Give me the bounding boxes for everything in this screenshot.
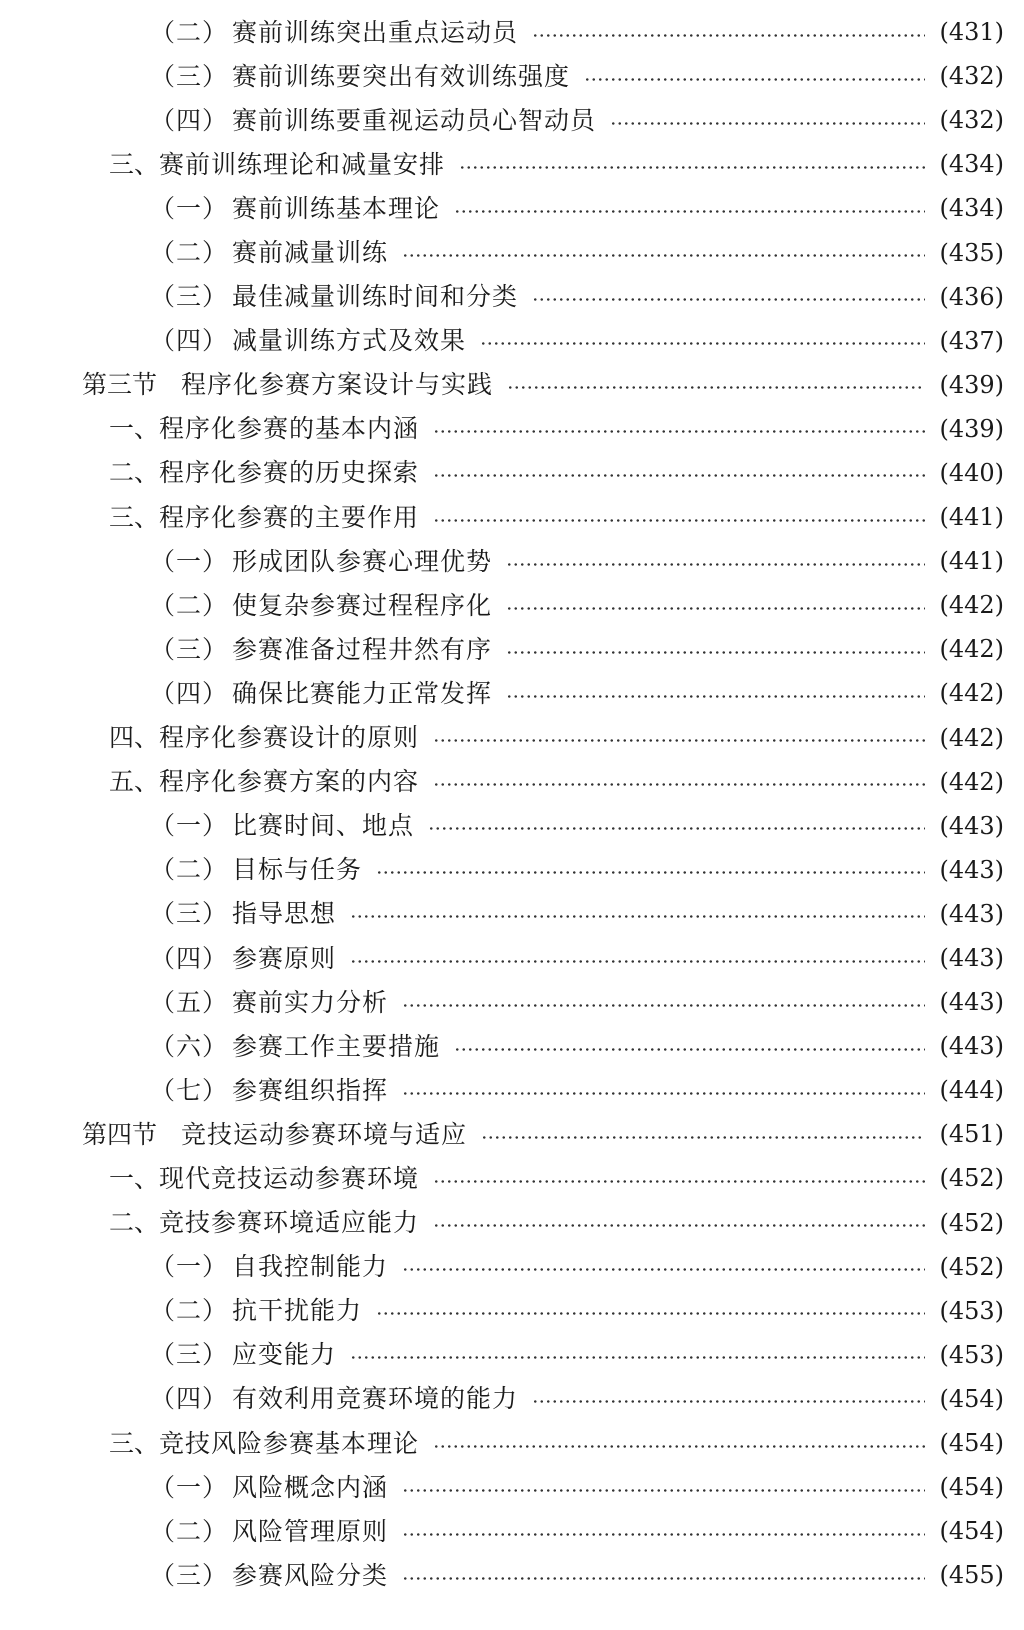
dot-leader xyxy=(481,1136,925,1139)
toc-entry-page-number: (454) xyxy=(939,1517,1004,1546)
dot-leader xyxy=(507,386,925,389)
toc-entry-number: 四、 xyxy=(109,723,160,753)
toc-entry xyxy=(0,363,1024,407)
dot-leader xyxy=(376,1312,925,1315)
dot-leader xyxy=(402,1268,925,1271)
dot-leader xyxy=(350,1356,925,1359)
toc-entry-page-number: (455) xyxy=(939,1561,1004,1590)
toc-entry-page-number: (436) xyxy=(939,282,1004,311)
toc-entry-page-number: (442) xyxy=(939,679,1004,708)
toc-entry-title: 自我控制能力 xyxy=(232,1252,389,1282)
toc-entry-number: （四） xyxy=(150,326,229,356)
toc-entry-page-number: (443) xyxy=(939,811,1004,840)
toc-entry-page-number: (441) xyxy=(939,547,1004,576)
toc-entry-title: 风险管理原则 xyxy=(232,1516,389,1546)
toc-entry-page-number: (431) xyxy=(939,18,1004,47)
dot-leader xyxy=(532,34,925,37)
toc-entry-title: 形成团队参赛心理优势 xyxy=(232,546,493,576)
toc-entry-title: 竞技参赛环境适应能力 xyxy=(159,1208,420,1238)
toc-entry-title: 赛前训练要突出有效训练强度 xyxy=(232,61,571,91)
toc-entry-title: 使复杂参赛过程程序化 xyxy=(232,590,493,620)
toc-entry-title: 比赛时间、地点 xyxy=(232,811,415,841)
toc-entry-page-number: (439) xyxy=(939,414,1004,443)
toc-entry-title: 赛前实力分析 xyxy=(232,987,389,1017)
toc-entry-page-number: (432) xyxy=(939,106,1004,135)
toc-entry-title: 最佳减量训练时间和分类 xyxy=(232,282,519,312)
toc-entry-number: （四） xyxy=(150,1384,229,1414)
dot-leader xyxy=(350,960,925,963)
toc-entry-page-number: (434) xyxy=(939,194,1004,223)
dot-leader xyxy=(402,1004,925,1007)
toc-entry-number: （三） xyxy=(150,634,229,664)
toc-entry-title: 有效利用竞赛环境的能力 xyxy=(232,1384,519,1414)
toc-entry xyxy=(0,539,1024,583)
toc-entry xyxy=(0,1068,1024,1112)
toc-entry xyxy=(0,1333,1024,1377)
dot-leader xyxy=(506,607,925,610)
dot-leader xyxy=(402,1092,925,1095)
toc-entry xyxy=(0,98,1024,142)
toc-entry-number: （一） xyxy=(150,546,229,576)
toc-entry-title: 赛前训练要重视运动员心智动员 xyxy=(232,105,597,135)
dot-leader xyxy=(433,430,925,433)
toc-entry xyxy=(0,230,1024,274)
toc-entry-number: （二） xyxy=(150,855,229,885)
toc-entry-page-number: (453) xyxy=(939,1340,1004,1369)
toc-entry xyxy=(0,1289,1024,1333)
dot-leader xyxy=(433,519,925,522)
toc-entry-number: 第三节 xyxy=(82,370,158,400)
toc-entry xyxy=(0,583,1024,627)
toc-entry-title: 抗干扰能力 xyxy=(232,1296,363,1326)
toc-entry-page-number: (454) xyxy=(939,1429,1004,1458)
toc-entry-page-number: (434) xyxy=(939,150,1004,179)
dot-leader xyxy=(433,1445,925,1448)
toc-entry-title: 程序化参赛的主要作用 xyxy=(159,502,420,532)
toc-entry xyxy=(0,1201,1024,1245)
dot-leader xyxy=(402,1489,925,1492)
toc-entry xyxy=(0,980,1024,1024)
dot-leader xyxy=(480,342,925,345)
toc-entry-number: （七） xyxy=(150,1075,229,1105)
toc-entry-page-number: (454) xyxy=(939,1384,1004,1413)
dot-leader xyxy=(350,915,925,918)
dot-leader xyxy=(454,210,925,213)
dot-leader xyxy=(506,563,925,566)
dot-leader xyxy=(433,474,925,477)
toc-entry-number: （一） xyxy=(150,193,229,223)
toc-entry xyxy=(0,1245,1024,1289)
toc-entry-number: 三、 xyxy=(109,502,160,532)
toc-entry-title: 风险概念内涵 xyxy=(232,1472,389,1502)
toc-entry-title: 程序化参赛方案的内容 xyxy=(159,767,420,797)
toc-entry xyxy=(0,1465,1024,1509)
toc-entry-title: 减量训练方式及效果 xyxy=(232,326,467,356)
toc-entry-page-number: (440) xyxy=(939,458,1004,487)
toc-entry xyxy=(0,451,1024,495)
toc-entry-title: 参赛工作主要措施 xyxy=(232,1031,441,1061)
toc-entry-number: 三、 xyxy=(109,149,160,179)
toc-entry xyxy=(0,1112,1024,1156)
toc-entry xyxy=(0,186,1024,230)
dot-leader xyxy=(433,1180,925,1183)
toc-entry-page-number: (442) xyxy=(939,723,1004,752)
table-of-contents xyxy=(0,10,1024,1597)
dot-leader xyxy=(506,651,925,654)
toc-entry xyxy=(0,804,1024,848)
toc-entry-number: 一、 xyxy=(109,1163,160,1193)
toc-entry-title: 参赛原则 xyxy=(232,943,337,973)
toc-entry-title: 现代竞技运动参赛环境 xyxy=(159,1163,420,1193)
toc-entry-title: 应变能力 xyxy=(232,1340,337,1370)
toc-entry xyxy=(0,1509,1024,1553)
dot-leader xyxy=(454,1048,925,1051)
toc-entry-number: （三） xyxy=(150,61,229,91)
dot-leader xyxy=(402,1577,925,1580)
toc-entry-number: （四） xyxy=(150,943,229,973)
toc-entry-title: 指导思想 xyxy=(232,899,337,929)
toc-entry-title: 竞技运动参赛环境与适应 xyxy=(181,1119,468,1149)
toc-entry-title: 程序化参赛的历史探索 xyxy=(159,458,420,488)
toc-entry-title: 赛前训练理论和减量安排 xyxy=(159,149,446,179)
toc-entry xyxy=(0,892,1024,936)
dot-leader xyxy=(532,1400,925,1403)
toc-entry-number: （四） xyxy=(150,105,229,135)
dot-leader xyxy=(506,695,925,698)
toc-entry-page-number: (454) xyxy=(939,1473,1004,1502)
toc-entry-title: 程序化参赛的基本内涵 xyxy=(159,414,420,444)
toc-entry-title: 赛前训练基本理论 xyxy=(232,193,441,223)
toc-entry-title: 程序化参赛方案设计与实践 xyxy=(181,370,494,400)
toc-entry xyxy=(0,760,1024,804)
toc-entry-page-number: (452) xyxy=(939,1252,1004,1281)
toc-entry-number: （二） xyxy=(150,238,229,268)
toc-entry-page-number: (443) xyxy=(939,855,1004,884)
toc-entry-number: （二） xyxy=(150,17,229,47)
toc-entry-number: （四） xyxy=(150,678,229,708)
toc-entry xyxy=(0,54,1024,98)
toc-entry-title: 竞技风险参赛基本理论 xyxy=(159,1428,420,1458)
toc-entry-title: 程序化参赛设计的原则 xyxy=(159,723,420,753)
toc-entry xyxy=(0,495,1024,539)
toc-entry-title: 赛前训练突出重点运动员 xyxy=(232,17,519,47)
dot-leader xyxy=(532,298,925,301)
toc-entry xyxy=(0,142,1024,186)
toc-entry-number: （一） xyxy=(150,811,229,841)
toc-entry-page-number: (443) xyxy=(939,988,1004,1017)
toc-entry-title: 确保比赛能力正常发挥 xyxy=(232,678,493,708)
toc-entry-number: （一） xyxy=(150,1472,229,1502)
toc-entry-number: （三） xyxy=(150,1340,229,1370)
toc-entry xyxy=(0,1377,1024,1421)
toc-entry-number: （三） xyxy=(150,899,229,929)
toc-entry xyxy=(0,319,1024,363)
dot-leader xyxy=(610,122,925,125)
dot-leader xyxy=(376,871,925,874)
toc-entry xyxy=(0,1156,1024,1200)
toc-entry-number: （一） xyxy=(150,1252,229,1282)
toc-entry-page-number: (452) xyxy=(939,1164,1004,1193)
toc-entry xyxy=(0,10,1024,54)
toc-entry xyxy=(0,407,1024,451)
toc-entry-number: （五） xyxy=(150,987,229,1017)
toc-entry-number: 五、 xyxy=(109,767,160,797)
toc-entry-title: 赛前减量训练 xyxy=(232,238,389,268)
dot-leader xyxy=(433,783,925,786)
toc-entry-number: （二） xyxy=(150,590,229,620)
dot-leader xyxy=(428,827,925,830)
toc-entry-page-number: (443) xyxy=(939,1032,1004,1061)
toc-entry xyxy=(0,1421,1024,1465)
toc-entry-page-number: (432) xyxy=(939,62,1004,91)
toc-entry-page-number: (443) xyxy=(939,944,1004,973)
dot-leader xyxy=(433,1224,925,1227)
toc-entry-title: 参赛风险分类 xyxy=(232,1560,389,1590)
toc-entry-page-number: (452) xyxy=(939,1208,1004,1237)
toc-entry-page-number: (439) xyxy=(939,370,1004,399)
toc-entry xyxy=(0,275,1024,319)
toc-entry-page-number: (435) xyxy=(939,238,1004,267)
dot-leader xyxy=(584,78,925,81)
toc-entry-page-number: (442) xyxy=(939,635,1004,664)
toc-entry-title: 参赛准备过程井然有序 xyxy=(232,634,493,664)
toc-entry-number: （六） xyxy=(150,1031,229,1061)
toc-entry xyxy=(0,848,1024,892)
toc-entry-number: （三） xyxy=(150,282,229,312)
dot-leader xyxy=(402,1533,925,1536)
toc-entry-page-number: (437) xyxy=(939,326,1004,355)
toc-entry xyxy=(0,671,1024,715)
toc-entry xyxy=(0,1553,1024,1597)
toc-entry-page-number: (442) xyxy=(939,591,1004,620)
toc-entry-title: 参赛组织指挥 xyxy=(232,1075,389,1105)
toc-entry-number: 二、 xyxy=(109,458,160,488)
toc-entry-page-number: (444) xyxy=(939,1076,1004,1105)
toc-entry-title: 目标与任务 xyxy=(232,855,363,885)
toc-entry-number: 第四节 xyxy=(82,1119,158,1149)
toc-entry xyxy=(0,627,1024,671)
toc-entry-number: （三） xyxy=(150,1560,229,1590)
toc-entry-page-number: (451) xyxy=(939,1120,1004,1149)
dot-leader xyxy=(433,739,925,742)
toc-entry-page-number: (441) xyxy=(939,503,1004,532)
dot-leader xyxy=(459,166,925,169)
toc-entry-number: 二、 xyxy=(109,1208,160,1238)
toc-entry xyxy=(0,936,1024,980)
toc-entry-number: 一、 xyxy=(109,414,160,444)
toc-entry-number: （二） xyxy=(150,1516,229,1546)
toc-entry xyxy=(0,716,1024,760)
toc-entry-page-number: (443) xyxy=(939,899,1004,928)
toc-entry-page-number: (442) xyxy=(939,767,1004,796)
toc-entry-number: （二） xyxy=(150,1296,229,1326)
toc-entry xyxy=(0,1024,1024,1068)
toc-entry-number: 三、 xyxy=(109,1428,160,1458)
dot-leader xyxy=(402,254,925,257)
toc-entry-page-number: (453) xyxy=(939,1296,1004,1325)
